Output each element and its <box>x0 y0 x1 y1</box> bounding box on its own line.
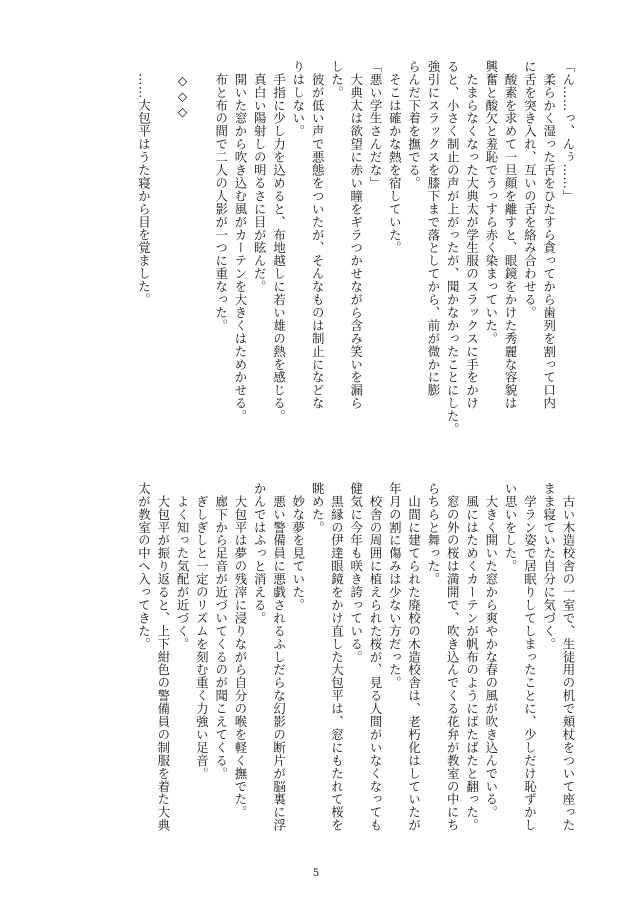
text-line: 古い木造校舎の一室で、生徒用の机で頬杖をついて座った <box>561 482 576 832</box>
text-line: 強引にスラックスを膝下まで落としてから、前が微かに膨 <box>425 60 441 397</box>
text-line <box>153 60 172 452</box>
page-number: 5 <box>312 868 320 879</box>
text-line: 興奮と酸欠と羞恥でうっすら赤く染まっていた。 <box>483 60 499 345</box>
text-line: 「ん……っ、んぅ……」 <box>561 60 576 203</box>
text-line: まま寝ていた自分に気づく。 <box>541 482 557 651</box>
text-line: 廊下から足音が近づいてくるのが聞こえてくる。 <box>213 482 229 780</box>
text-line: ◇◇◇ <box>175 60 191 120</box>
text-line: 柔らかく湿った舌をひたすら貪ってから歯列を割って口内 <box>541 60 557 410</box>
text-line: らんだ下着を撫でる。 <box>406 60 422 190</box>
text-line: ……大包平はうた寝から目を覚ました。 <box>136 60 152 307</box>
text-line: 太が教室の中へ入ってきた。 <box>136 482 152 651</box>
text-line: した。 <box>329 60 345 99</box>
text-line: 酸素を求めて一旦顔を離すと、眼鏡をかけた秀麗な容貌は <box>503 60 519 410</box>
text-line: 山間に建てられた廃校の木造校舎は、老朽化はしていたが <box>406 482 422 832</box>
text-line: 健気に今年も咲き誇っている。 <box>348 482 364 664</box>
text-line <box>192 60 211 452</box>
text-line: ると、小さく制止の声が上がったが、聞かなかったことにした。 <box>445 60 461 436</box>
text-line: い思いをした。 <box>503 482 519 573</box>
text-line: 手指に少し力を込めると、布地越しに若い雄の熱を感じる。 <box>271 60 287 423</box>
text-line: 風にはためくカーテンが帆布のようにばたばたと翻った。 <box>464 482 480 832</box>
text-line: かんではふっと消える。 <box>252 482 268 625</box>
text-line: りはしない。 <box>290 60 306 138</box>
text-line: らちらと舞った。 <box>425 482 441 586</box>
text-line: たまらなくなった大典太が学生服のスラックスに手をかけ <box>464 60 480 410</box>
text-line: 布と布の間で二人の人影が一つに重なった。 <box>213 60 229 332</box>
lower-text-block <box>48 482 578 862</box>
text-line: 「悪い学生さんだな」 <box>368 60 384 190</box>
text-line: 開いた窓から吹き込む風がカーテンを大きくはためかせる。 <box>232 60 248 423</box>
text-line: 学ラン姿で居眠りしてしまったことに、少しだけ恥ずかし <box>522 482 538 832</box>
text-line: に舌を突き入れ、互いの舌を絡み合わせる。 <box>522 60 538 319</box>
upper-text-block <box>48 60 578 452</box>
text-line: 大きく開いた窓から爽やかな春の風が吹き込んでいる。 <box>483 482 499 819</box>
text-line: 校舎の周囲に植えられた桜が、見る人間がいなくなっても <box>368 482 384 832</box>
text-line: 眺めた。 <box>310 482 326 534</box>
text-line: 大包平が振り返ると、上下紺色の警備員の制服を着た大典 <box>155 482 171 832</box>
text-line: 大典太は欲望に赤い瞳をギラつかせながら含み笑いを漏ら <box>348 60 364 410</box>
text-line: 彼が低い声で悪態をついたが、そんなものは制止になどな <box>310 60 326 410</box>
text-line: 窓の外の桜は満開で、吹き込んでくる花弁が教室の中にち <box>445 482 461 832</box>
text-line: ぎしぎしと一定のリズムを刻む重く力強い足音。 <box>194 482 210 780</box>
text-line: 真白い陽射しの明るさに目が眩んだ。 <box>252 60 268 294</box>
text-line: 妙な夢を見ていた。 <box>290 482 306 612</box>
text-line: 悪い警備員に悪戯されるふしだらな幻影の断片が脳裏に浮 <box>271 482 287 832</box>
text-line: 年月の割に傷みは少ない方だった。 <box>387 482 403 690</box>
text-line: そこは確かな熱を宿していた。 <box>387 60 403 255</box>
text-line: 大包平は夢の残滓に浸りながら自分の喉を軽く撫でた。 <box>232 482 248 819</box>
text-line: よく知った気配が近づく。 <box>175 482 191 651</box>
text-line: 黒縁の伊達眼鏡をかけ直した大包平は、窓にもたれて桜を <box>329 482 345 832</box>
